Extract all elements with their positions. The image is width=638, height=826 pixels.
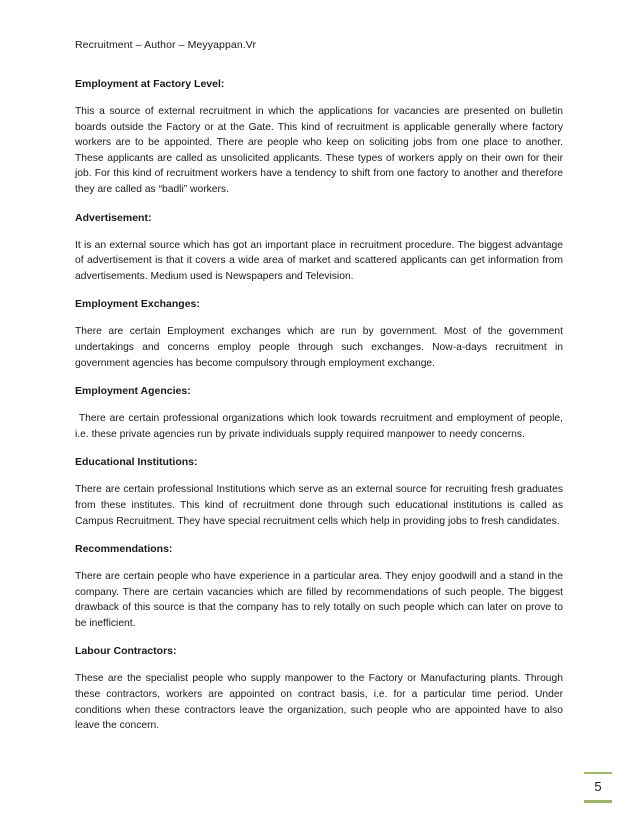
section-employment-exchanges: [75, 297, 563, 371]
section-paragraph: There are certain professional organizations which look towards recruitment and employment of people, i.e. these private agencies run by private individuals supply required manpower to needy concerns.: [75, 413, 566, 440]
section-paragraph: It is an external source which has got an important place in recruitment procedure. The biggest advantage of advertisement is that it covers a wide area of market and scattered applicants can get information from advertisements. Medium used is Newspapers and Television.: [75, 239, 563, 282]
section-paragraph: These are the specialist people who supply manpower to the Factory or Manufacturing plants. Through these contractors, workers are appointed on contract basis, i.e. for a particular time period. Under conditions when these contractors leave the organization, such people who are appointed have to also leave the concern.: [75, 673, 563, 732]
section-advertisement: [75, 211, 563, 285]
section-heading: Employment Exchanges:: [75, 298, 200, 311]
section-educational-institutions: [75, 455, 563, 529]
section-employment-agencies: [75, 384, 566, 442]
section-factory-level: [75, 77, 563, 198]
section-labour-contractors: [75, 644, 563, 733]
section-paragraph: There are certain people who have experience in a particular area. They enjoy goodwill and a stand in the company. There are certain vacancies which are filled by recommendations of such people. The biggest drawback of this source is that the company has to rely totally on such people which can later on prove to be inefficient.: [75, 571, 563, 629]
section-heading: Labour Contractors:: [75, 645, 177, 658]
section-heading: Advertisement:: [75, 211, 152, 224]
page-number-top-rule: [584, 772, 612, 774]
section-heading: Educational Institutions:: [75, 456, 198, 469]
page-number: 5: [594, 779, 602, 794]
section-paragraph: There are certain Employment exchanges which are run by government. Most of the government undertakings and concerns employ people through such exchanges. Now-a-days recruitment in government agencies has become compulsory through employment exchange.: [75, 326, 563, 369]
document-content: [75, 77, 566, 747]
page-number-bottom-rule: [584, 800, 612, 803]
page-header: Recruitment – Author – Meyyappan.Vr: [75, 39, 257, 51]
section-paragraph: This a source of external recruitment in which the applications for vacancies are presented on bulletin boards outside the Factory or at the Gate. This kind of recruitment is applicable generally where factory workers are to be appointed. There are people who keep on soliciting jobs from one place to another. These applicants are called as unsolicited applicants. These types of workers apply on their own for their job. For this kind of recruitment workers have a tendency to shift from one factory to another and therefore they are called as “badli” workers.: [75, 106, 563, 195]
section-paragraph: There are certain professional Institutions which serve as an external source for recruiting fresh graduates from these institutes. This kind of recruitment done through such educational institutions is called as Campus Recruitment. They have special recruitment cells which help in providing jobs to fresh candidates.: [75, 484, 563, 527]
section-heading: Recommendations:: [75, 543, 173, 556]
section-heading: Employment Agencies:: [75, 385, 191, 398]
section-heading: Employment at Factory Level:: [75, 78, 225, 90]
section-recommendations: [75, 542, 563, 631]
